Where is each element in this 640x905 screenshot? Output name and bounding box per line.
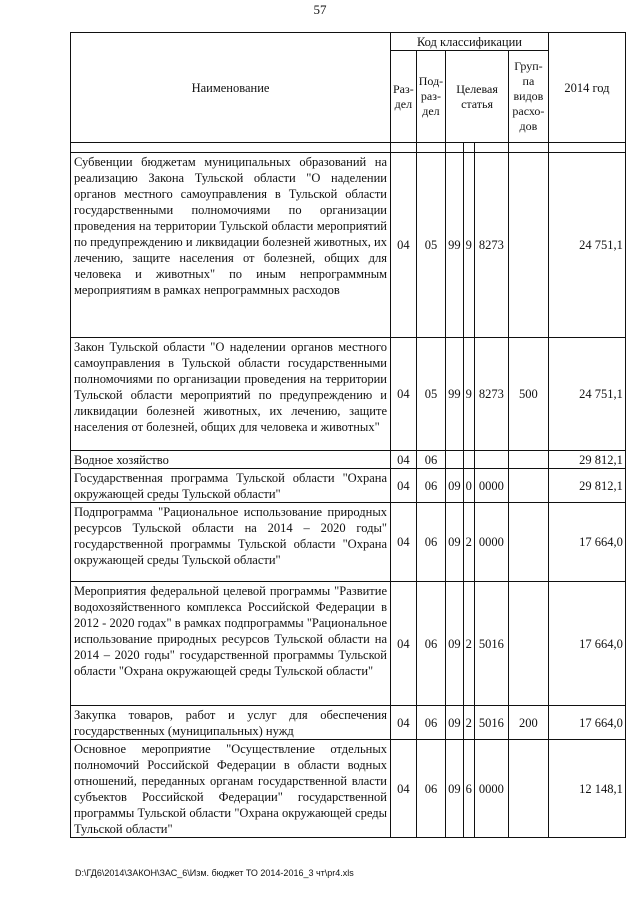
row-amount: 17 664,0 [548, 582, 625, 706]
header-name: Наименование [71, 33, 391, 143]
row-amount: 12 148,1 [548, 740, 625, 838]
row-razdel: 04 [391, 153, 417, 338]
row-amount: 17 664,0 [548, 503, 625, 582]
table-row [71, 582, 626, 706]
table-row [71, 706, 626, 740]
row-target-direction: 0000 [474, 503, 508, 582]
table-row [71, 740, 626, 838]
row-target-direction: 5016 [474, 582, 508, 706]
row-target-program: 09 [446, 706, 464, 740]
row-podrazdel: 06 [416, 740, 445, 838]
row-amount: 29 812,1 [548, 451, 625, 469]
row-razdel: 04 [391, 740, 417, 838]
row-podrazdel: 05 [416, 338, 445, 451]
row-target-program: 09 [446, 582, 464, 706]
row-target-direction: 5016 [474, 706, 508, 740]
row-target-program: 99 [446, 153, 464, 338]
header-podrazdel: Под- раз- дел [416, 51, 445, 143]
table-row [71, 338, 626, 451]
row-podrazdel: 06 [416, 451, 445, 469]
row-name: Субвенции бюджетам муниципальных образований на реализацию Закона Тульской области "О наделении органов местного самоуправления в Тульской области государственными полномочиями по организации проведения на территории Тульской области мероприятий по предупреждению и ликвидации болезней животных, их лечению, защите населения от болезней, общих для человека и животных" по иным непрограммным мероприятиям в рамках непрограммных расходов [71, 153, 391, 338]
spacer-row [71, 143, 626, 153]
row-target-program: 09 [446, 469, 464, 503]
row-expense-group: 200 [508, 706, 548, 740]
row-target-subprogram: 9 [463, 153, 474, 338]
budget-table [70, 32, 626, 838]
row-target-subprogram [463, 451, 474, 469]
row-expense-group [508, 582, 548, 706]
row-name: Подпрограмма "Рациональное использование природных ресурсов Тульской области на 2014 – 2020 годы" государственной программы Тульской области "Охрана окружающей среды Тульской области" [71, 503, 391, 582]
row-amount: 24 751,1 [548, 338, 625, 451]
row-target-direction: 0000 [474, 740, 508, 838]
row-podrazdel: 06 [416, 706, 445, 740]
row-amount: 29 812,1 [548, 469, 625, 503]
file-path-footer: D:\ГД6\2014\ЗАКОН\ЗАС_6\Изм. бюджет ТО 2014-2016_3 чт\pr4.xls [75, 868, 354, 878]
page-number: 57 [313, 2, 327, 17]
row-razdel: 04 [391, 582, 417, 706]
row-expense-group: 500 [508, 338, 548, 451]
row-amount: 17 664,0 [548, 706, 625, 740]
table-row [71, 503, 626, 582]
row-target-program: 09 [446, 740, 464, 838]
table-row [71, 469, 626, 503]
row-razdel: 04 [391, 469, 417, 503]
row-target-program [446, 451, 464, 469]
row-target-subprogram: 0 [463, 469, 474, 503]
table-row [71, 153, 626, 338]
header-year: 2014 год [548, 33, 625, 143]
row-name: Мероприятия федеральной целевой программы "Развитие водохозяйственного комплекса Российской Федерации в 2012 - 2020 годах" в рамках подпрограммы "Рациональное использование природных ресурсов Тульской области на 2014 – 2020 годы" государственной программы Тульской области "Охрана окружающей среды Тульской области" [71, 582, 391, 706]
row-target-subprogram: 2 [463, 706, 474, 740]
row-razdel: 04 [391, 338, 417, 451]
header-row-1 [71, 33, 626, 51]
row-target-program: 09 [446, 503, 464, 582]
row-target-direction: 0000 [474, 469, 508, 503]
row-target-direction: 8273 [474, 153, 508, 338]
row-expense-group [508, 153, 548, 338]
row-target-subprogram: 2 [463, 503, 474, 582]
row-name: Государственная программа Тульской области "Охрана окружающей среды Тульской области" [71, 469, 391, 503]
header-target: Целевая статья [446, 51, 509, 143]
row-name: Закупка товаров, работ и услуг для обеспечения государственных (муниципальных) нужд [71, 706, 391, 740]
row-target-subprogram: 2 [463, 582, 474, 706]
row-podrazdel: 06 [416, 503, 445, 582]
header-razdel: Раз- дел [391, 51, 417, 143]
header-group: Груп- па видов расхо- дов [508, 51, 548, 143]
row-podrazdel: 05 [416, 153, 445, 338]
row-podrazdel: 06 [416, 469, 445, 503]
row-expense-group [508, 469, 548, 503]
header-code-class: Код классификации [391, 33, 549, 51]
row-name: Основное мероприятие "Осуществление отдельных полномочий Российской Федерации в области водных отношений, переданных органам государственной власти субъектов Российской Федерации" государственной программы Тульской области "Охрана окружающей среды Тульской области" [71, 740, 391, 838]
row-target-direction: 8273 [474, 338, 508, 451]
row-target-subprogram: 6 [463, 740, 474, 838]
row-razdel: 04 [391, 503, 417, 582]
table-row [71, 451, 626, 469]
row-target-subprogram: 9 [463, 338, 474, 451]
row-expense-group [508, 503, 548, 582]
row-razdel: 04 [391, 451, 417, 469]
row-amount: 24 751,1 [548, 153, 625, 338]
row-expense-group [508, 740, 548, 838]
row-name: Водное хозяйство [71, 451, 391, 469]
row-target-direction [474, 451, 508, 469]
row-razdel: 04 [391, 706, 417, 740]
row-target-program: 99 [446, 338, 464, 451]
row-expense-group [508, 451, 548, 469]
row-name: Закон Тульской области "О наделении органов местного самоуправления в Тульской области государственными полномочиями по организации проведения на территории Тульской области мероприятий по предупреждению и ликвидации болезней животных, их лечению, защите населения от болезней, общих для человека и животных" [71, 338, 391, 451]
row-podrazdel: 06 [416, 582, 445, 706]
